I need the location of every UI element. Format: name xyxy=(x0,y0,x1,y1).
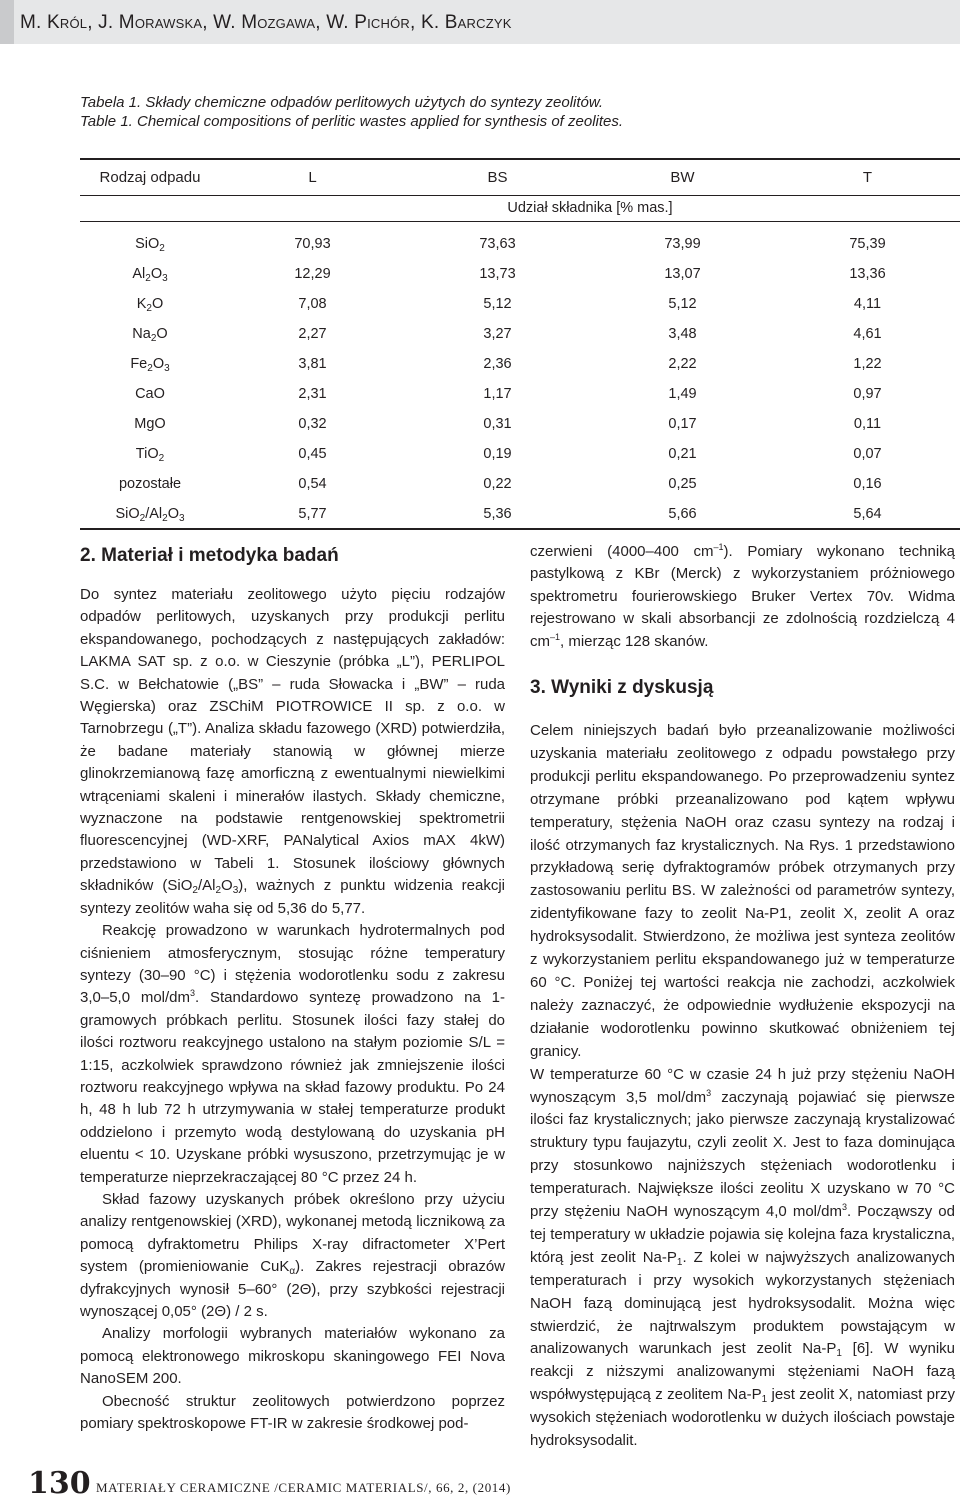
value-T: 0,16 xyxy=(853,476,882,492)
value-BW: 73,99 xyxy=(664,236,701,252)
value-T: 4,11 xyxy=(853,296,882,312)
section-title-results: 3. Wyniki z dyskusją xyxy=(530,677,714,698)
value-L: 0,32 xyxy=(298,416,327,432)
header-T: T xyxy=(775,159,960,195)
header-BS: BS xyxy=(405,159,590,195)
value-L: 2,31 xyxy=(298,386,327,402)
value-BS: 0,19 xyxy=(483,446,512,462)
value-BS: 2,36 xyxy=(483,356,512,372)
table-row xyxy=(80,319,960,349)
value-BW: 13,07 xyxy=(664,266,701,282)
component-name: TiO$_2$ xyxy=(135,446,165,464)
component-name: $SiO_2/Al_2O_3$ xyxy=(80,499,220,529)
table-row xyxy=(80,439,960,469)
value-T: 5,64 xyxy=(775,499,960,529)
table-row xyxy=(80,379,960,409)
value-BW: 2,22 xyxy=(668,356,697,372)
table-row xyxy=(80,349,960,379)
value-L: 0,54 xyxy=(298,476,327,492)
value-T: 4,61 xyxy=(853,326,882,342)
unit-label: Udział składnika [% mas.] xyxy=(220,195,960,221)
table-row xyxy=(80,259,960,289)
value-T: 0,07 xyxy=(853,446,882,462)
page-number: 130 xyxy=(28,1466,91,1501)
value-T: 13,36 xyxy=(849,266,886,282)
value-T: 0,11 xyxy=(853,416,882,432)
value-BS: 0,22 xyxy=(483,476,512,492)
paragraph: W temperaturze 60 °C w czasie 24 h już przy stężeniu NaOH wynoszącym 3,5 mol/$dm^3$ zaczynają pojawiać się pierwsze ilości faz krystalicznych; jako pierwsze zaczynają krystalizować struktury typu faujazytu, czyli zeolit X. Jest to faza dominująca przy stosunkowo najniższych stężeniach wodorotlenku i temperaturach. Największe ilości zeolitu X uzyskano w 70 °C przy stężeniu NaOH wynoszącym 4,0 mol/$dm^3$. Począwszy od tej temperatury w układzie pojawia się kolejna faza krystaliczna, którą jest zeolit $Na-P_1$. Z kolei w najwyższych analizowanych temperaturach i przy wysokich wykorzystanych stężeniach NaOH fazą dominującą jest hydroksysodalit. Można więc stwierdzić, że najtrwalszym produktem powstającym w analizowanych warunkach jest zeolit $Na-P_1$ [6]. W wyniku reakcji z niższymi analizowanymi stężeniami NaOH fazą współwystępującą z zeolitem $Na-P_1$ jest zeolit X, natomiast przy wysokich stężeniach wodorotlenku w dużych ilościach powstaje hydroksysodalit. xyxy=(530,1065,956,1450)
paragraph: Analizy morfologii wybranych materiałów wykonano za pomocą elektronowego mikroskopu skaningowego FEI Nova NanoSEM 200. xyxy=(80,1325,505,1388)
component-name: $K_2O$ xyxy=(136,296,164,314)
paragraph: czerwieni (4000–400 $cm^{-1}$). Pomiary wykonano techniką pastylkową z KBr (Merck) z wykorzystaniem próżniowego spektrometru fourierowskiego Bruker Vertex 70v. Widma rejestrowano w skali absorbancji ze zdolnością rozdzielczą 4 $cm^{-1}$, mierząc 128 skanów. xyxy=(530,542,955,650)
table-caption-en: Table 1. Chemical compositions of perlitic wastes applied for synthesis of zeolites. xyxy=(80,113,624,130)
header-accent-bar xyxy=(0,0,14,44)
value-BW: 0,21 xyxy=(668,446,697,462)
table-row-ratio xyxy=(80,499,960,529)
table-row xyxy=(80,469,960,499)
paragraph: Reakcję prowadzono w warunkach hydrotermalnych pod ciśnieniem atmosferycznym, stosując różne temperatury syntezy (30–90 °C) i stężenia wodorotlenku sodu z zakresu 3,0–5,0 mol/$dm^3$. Standardowo syntezę prowadzono na 1-gramowych próbkach perlitu. Stosunek ilości fazy stałej do ilości roztworu reakcyjnego ustalono na stałym poziomie S/L = 1:15, aczkolwiek sprawdzono również jak zmniejszenie ilości roztworu reakcyjnego wpływa na skład fazowy produktu. Po 24 h, 48 h lub 72 h utrzymywania w stałej temperaturze produkt oddzielono i przemyto wodą destylowaną do uzyskania pH eluentu < 10. Uzyskane próbki wysuszono, przetrzymując je w temperaturze nieprzekraczającej 80 °C przez 24 h. xyxy=(80,922,505,1186)
component-name: $Na_2O$ xyxy=(132,326,168,344)
value-BW: 3,48 xyxy=(668,326,697,342)
value-T: 75,39 xyxy=(849,236,886,252)
component-name: $Al_2O_3$ xyxy=(132,266,168,284)
value-L: 0,45 xyxy=(298,446,327,462)
header-BW: BW xyxy=(590,159,775,195)
table-unit-row xyxy=(80,195,960,221)
composition-table xyxy=(80,158,960,530)
value-T: 0,97 xyxy=(853,386,882,402)
paragraph: Do syntez materiału zeolitowego użyto pięciu rodzajów odpadów perlitowych, uzyskanych przy produkcji perlitu ekspandowanego, pochodzących z następujących zakładów: LAKMA SAT sp. z o.o. w Cieszynie (próbka „L”), PERLIPOL S.C. w Bełchatowie („BS” – ruda Słowacka i „BW” – ruda Węgierska) oraz ZSChiM PIOTROWICE II sp. z o.o. w Tarnobrzegu („T”). Analiza składu fazowego (XRD) potwierdziła, że badane materiały stanowią w głównej mierze glinokrzemianową fazę amorficzną z ewentualnymi niewielkimi wtrąceniami skaleni i minerałów ilastych. Składy chemiczne, wyznaczone na podstawie rentgenowskiej spektrometrii fluorescencyjnej (WD-XRF, PANalytical Axios mAX 4kW) przedstawiono w Tabeli 1. Stosunek ilościowy głównych składników $(SiO_2/Al_2O_3)$, ważnych z punktu widzenia reakcji syntezy zeolitów waha się od 5,36 do 5,77. xyxy=(80,586,505,917)
running-header xyxy=(0,0,960,44)
header-L: L xyxy=(220,159,405,195)
value-L: 5,77 xyxy=(220,499,405,529)
value-BW: 0,25 xyxy=(668,476,697,492)
value-L: 2,27 xyxy=(298,326,327,342)
right-column-top xyxy=(530,541,955,653)
value-BS: 5,36 xyxy=(405,499,590,529)
paragraph: Obecność struktur zeolitowych potwierdzono poprzez pomiary spektroskopowe FT-IR w zakresie środkowej pod- xyxy=(80,1392,505,1433)
value-L: 12,29 xyxy=(294,266,331,282)
table-header-row xyxy=(80,159,960,195)
section-title-methods: 2. Materiał i metodyka badań xyxy=(80,545,339,566)
value-BW: 5,66 xyxy=(590,499,775,529)
table-caption-pl: Tabela 1. Składy chemiczne odpadów perlitowych użytych do syntezy zeolitów. xyxy=(80,94,604,111)
value-BS: 3,27 xyxy=(483,326,512,342)
value-BW: 0,17 xyxy=(668,416,697,432)
paragraph: Celem niniejszych badań było przeanalizowanie możliwości uzyskania materiału zeolitowego z odpadu powstałego przy produkcji perlitu ekspandowanego. Po przeprowadzeniu syntez otrzymane próbki przeanalizowano pod kątem wpływu temperatury, stężenia NaOH oraz czasu syntezy na rodzaj i ilość otrzymanych faz krystalicznych. Na Rys. 1 przedstawiono przykładową serię dyfraktogramów próbek otrzymanych przy zastosowaniu perlitu BS. W zależności od parametrów syntezy, zidentyfikowane fazy to zeolit Na-P1, zeolit X, zeolit A oraz hydroksysodalit. Stwierdzono, że możliwa jest synteza zeolitów z wykorzystaniem perlitu ekspandowanego już w temperaturze 60 °C. Poniżej tej wartości reakcja nie zachodzi, aczkolwiek należy zaznaczyć, że odpowiednie wydłużenie ekspozycji na działanie wodorotlenku powinno skutkować obniżeniem tej granicy. xyxy=(530,722,955,1060)
journal-reference: MATERIAŁY CERAMICZNE /CERAMIC MATERIALS/, 66, 2, (2014) xyxy=(96,1480,511,1495)
component-name: CaO xyxy=(135,386,165,402)
value-BS: 73,63 xyxy=(479,236,516,252)
component-name: SiO$_2$ xyxy=(135,236,165,254)
table-row xyxy=(80,289,960,319)
paragraph: Skład fazowy uzyskanych próbek określono przy użyciu analizy rentgenowskiej (XRD), wykonanej metodą licznikową za pomocą dyfraktometru Philips X-ray difractometer X’Pert system (promieniowanie CuK$_\alpha$). Zakres rejestracji obrazów dyfrakcyjnych wynosił 5–60° (2Θ), przy szybkości rejestracji wynoszącej 0,05° (2Θ) / 2 s. xyxy=(80,1190,505,1320)
component-name: pozostałe xyxy=(118,476,182,492)
table-row xyxy=(80,229,960,259)
left-column xyxy=(80,584,505,1435)
header-waste-type: Rodzaj odpadu xyxy=(80,159,220,195)
value-L: 7,08 xyxy=(298,296,327,312)
component-name: $Fe_2O_3$ xyxy=(130,356,170,374)
value-BW: 5,12 xyxy=(668,296,697,312)
component-name: MgO xyxy=(134,416,166,432)
table-row xyxy=(80,409,960,439)
right-column xyxy=(530,720,955,1453)
value-BS: 13,73 xyxy=(479,266,516,282)
value-BW: 1,49 xyxy=(668,386,697,402)
value-BS: 0,31 xyxy=(483,416,512,432)
value-BS: 1,17 xyxy=(483,386,512,402)
page-footer xyxy=(0,1466,960,1503)
value-BS: 5,12 xyxy=(483,296,512,312)
header-authors: M. Król, J. Morawska, W. Mozgawa, W. Pichór, K. Barczyk xyxy=(20,12,512,33)
value-L: 70,93 xyxy=(294,236,331,252)
value-T: 1,22 xyxy=(853,356,882,372)
value-L: 3,81 xyxy=(298,356,327,372)
